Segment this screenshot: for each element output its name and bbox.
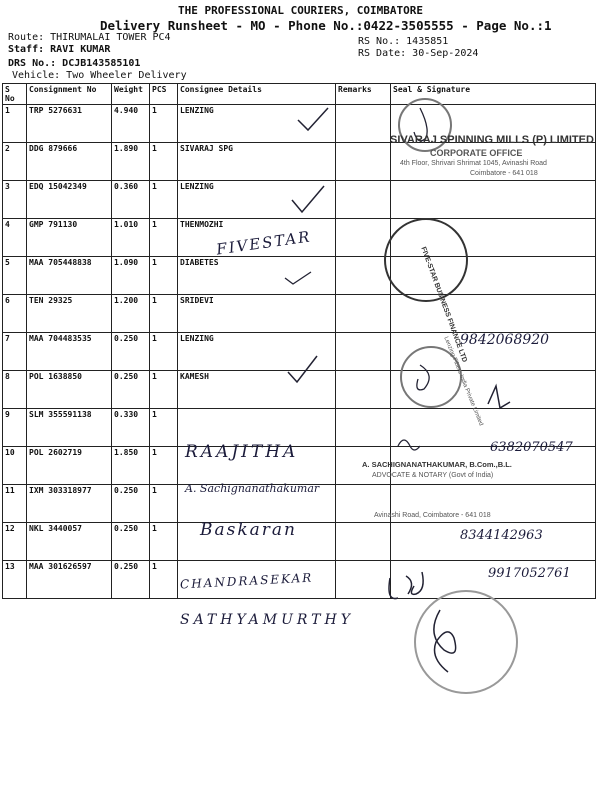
weight-cell: 0.250: [112, 333, 150, 371]
staff-name: RAVI KUMAR: [50, 44, 111, 55]
col-seal-signature: Seal & Signature: [391, 84, 596, 105]
consignee-cell: THENMOZHI: [178, 219, 336, 257]
drs-number: DRS No.: DCJB143585101: [8, 58, 141, 69]
col-sno: S No: [3, 84, 27, 105]
consignee-cell: SRIDEVI: [178, 295, 336, 333]
weight-cell: 1.090: [112, 257, 150, 295]
pcs-cell: 1: [150, 409, 178, 447]
pcs-cell: 1: [150, 181, 178, 219]
route-line: Route: THIRUMALAI TOWER PC4: [8, 32, 171, 43]
handwriting-row11-name: Baskaran: [200, 520, 297, 540]
sno-cell: 11: [3, 485, 27, 523]
advocate-stamp-addr: Avinashi Road, Coimbatore - 641 018: [374, 512, 491, 519]
consignment-cell: TRP 5276631: [27, 105, 112, 143]
sno-cell: 5: [3, 257, 27, 295]
staff-label: Staff:: [8, 44, 45, 55]
consignment-cell: EDQ 15042349: [27, 181, 112, 219]
vehicle-line: Vehicle: Two Wheeler Delivery: [12, 70, 187, 81]
pcs-cell: 1: [150, 561, 178, 599]
consignment-cell: DDG 879666: [27, 143, 112, 181]
rs-number: RS No.: 1435851: [358, 36, 449, 47]
pcs-cell: 1: [150, 523, 178, 561]
handwriting-row10-name: A. Sachignanathakumar: [185, 482, 320, 495]
handwriting-row9-phone: 6382070547: [490, 440, 573, 455]
weight-cell: 0.250: [112, 371, 150, 409]
signature-row9: [398, 440, 420, 450]
handwriting-row4: FIVESTAR: [215, 227, 313, 259]
col-consignment: Consignment No: [27, 84, 112, 105]
tick-mark-row3: [292, 186, 324, 212]
pcs-cell: 1: [150, 257, 178, 295]
pcs-cell: 1: [150, 485, 178, 523]
handwriting-row6-phone: 9842068920: [460, 332, 550, 348]
sno-cell: 12: [3, 523, 27, 561]
consignment-cell: TEN 29325: [27, 295, 112, 333]
consignment-cell: MAA 704483535: [27, 333, 112, 371]
consignment-cell: POL 1638850: [27, 371, 112, 409]
sno-cell: 7: [3, 333, 27, 371]
col-consignee: Consignee Details: [178, 84, 336, 105]
pcs-cell: 1: [150, 333, 178, 371]
handwriting-row12-name: CHANDRASEKAR: [179, 570, 314, 592]
consignment-cell: SLM 355591138: [27, 409, 112, 447]
consignment-cell: POL 2602719: [27, 447, 112, 485]
tick-mark-row5: [285, 272, 311, 284]
sno-cell: 8: [3, 371, 27, 409]
sivaraj-stamp-office: CORPORATE OFFICE: [430, 148, 523, 158]
sno-cell: 2: [3, 143, 27, 181]
pcs-cell: 1: [150, 447, 178, 485]
sno-cell: 4: [3, 219, 27, 257]
runsheet-title: Delivery Runsheet - MO - Phone No.:0422-3505555 - Page No.:1: [100, 18, 552, 33]
handwriting-row11-phone: 8344142963: [460, 528, 543, 543]
handwriting-row9-name: RAAJITHA: [185, 442, 299, 462]
advocate-stamp-name: A. SACHIGNANATHAKUMAR, B.Com.,B.L.: [362, 460, 512, 469]
weight-cell: 0.250: [112, 485, 150, 523]
pcs-cell: 1: [150, 219, 178, 257]
sivaraj-stamp-addr2: Coimbatore - 641 018: [470, 170, 538, 177]
sno-cell: 3: [3, 181, 27, 219]
weight-cell: 0.360: [112, 181, 150, 219]
weight-cell: 0.250: [112, 523, 150, 561]
col-weight: Weight: [112, 84, 150, 105]
consignee-cell: KAMESH: [178, 371, 336, 409]
tick-mark-row7: [288, 356, 317, 382]
signature-row8: [488, 386, 510, 408]
weight-cell: 4.940: [112, 105, 150, 143]
weight-cell: 1.890: [112, 143, 150, 181]
signature-row12: [389, 572, 423, 599]
consignee-cell: DIABETES: [178, 257, 336, 295]
consignment-cell: MAA 301626597: [27, 561, 112, 599]
company-name: THE PROFESSIONAL COURIERS, COIMBATORE: [178, 4, 424, 17]
consignment-cell: IXM 303318977: [27, 485, 112, 523]
advocate-stamp-title: ADVOCATE & NOTARY (Govt of India): [372, 472, 494, 479]
col-pcs: PCS: [150, 84, 178, 105]
lenzing-stamp-ring: Lenzing Fibers India Private Limited: [442, 336, 484, 427]
consignment-cell: GMP 791130: [27, 219, 112, 257]
consignment-cell: NKL 3440057: [27, 523, 112, 561]
weight-cell: 0.250: [112, 561, 150, 599]
tick-mark-row1: [298, 108, 328, 130]
sno-cell: 6: [3, 295, 27, 333]
sivaraj-stamp-addr1: 4th Floor, Shrivari Shrimat 1045, Avinashi Road: [400, 160, 547, 167]
weight-cell: 0.330: [112, 409, 150, 447]
sno-cell: 10: [3, 447, 27, 485]
weight-cell: 1.200: [112, 295, 150, 333]
consignee-cell: SIVARAJ SPG: [178, 143, 336, 181]
weight-cell: 1.010: [112, 219, 150, 257]
sivaraj-stamp-name: SIVARAJ SPINNING MILLS (P) LIMITED: [390, 134, 594, 146]
handwriting-row13-name: SATHYAMURTHY: [180, 612, 354, 628]
rs-date: RS Date: 30-Sep-2024: [358, 48, 479, 59]
pcs-cell: 1: [150, 371, 178, 409]
pcs-cell: 1: [150, 105, 178, 143]
weight-cell: 1.850: [112, 447, 150, 485]
consignment-cell: MAA 705448838: [27, 257, 112, 295]
pcs-cell: 1: [150, 143, 178, 181]
round-stamp-row13: [414, 590, 518, 694]
handwriting-row12-phone: 9917052761: [488, 566, 571, 581]
sno-cell: 1: [3, 105, 27, 143]
consignee-cell: LENZING: [178, 181, 336, 219]
consignee-cell: LENZING: [178, 105, 336, 143]
col-remarks: Remarks: [336, 84, 391, 105]
sno-cell: 13: [3, 561, 27, 599]
consignee-cell: LENZING: [178, 333, 336, 371]
pcs-cell: 1: [150, 295, 178, 333]
sno-cell: 9: [3, 409, 27, 447]
fivestar-stamp-ring: FIVE-STAR BUSINESS FINANCE LTD: [419, 246, 468, 364]
